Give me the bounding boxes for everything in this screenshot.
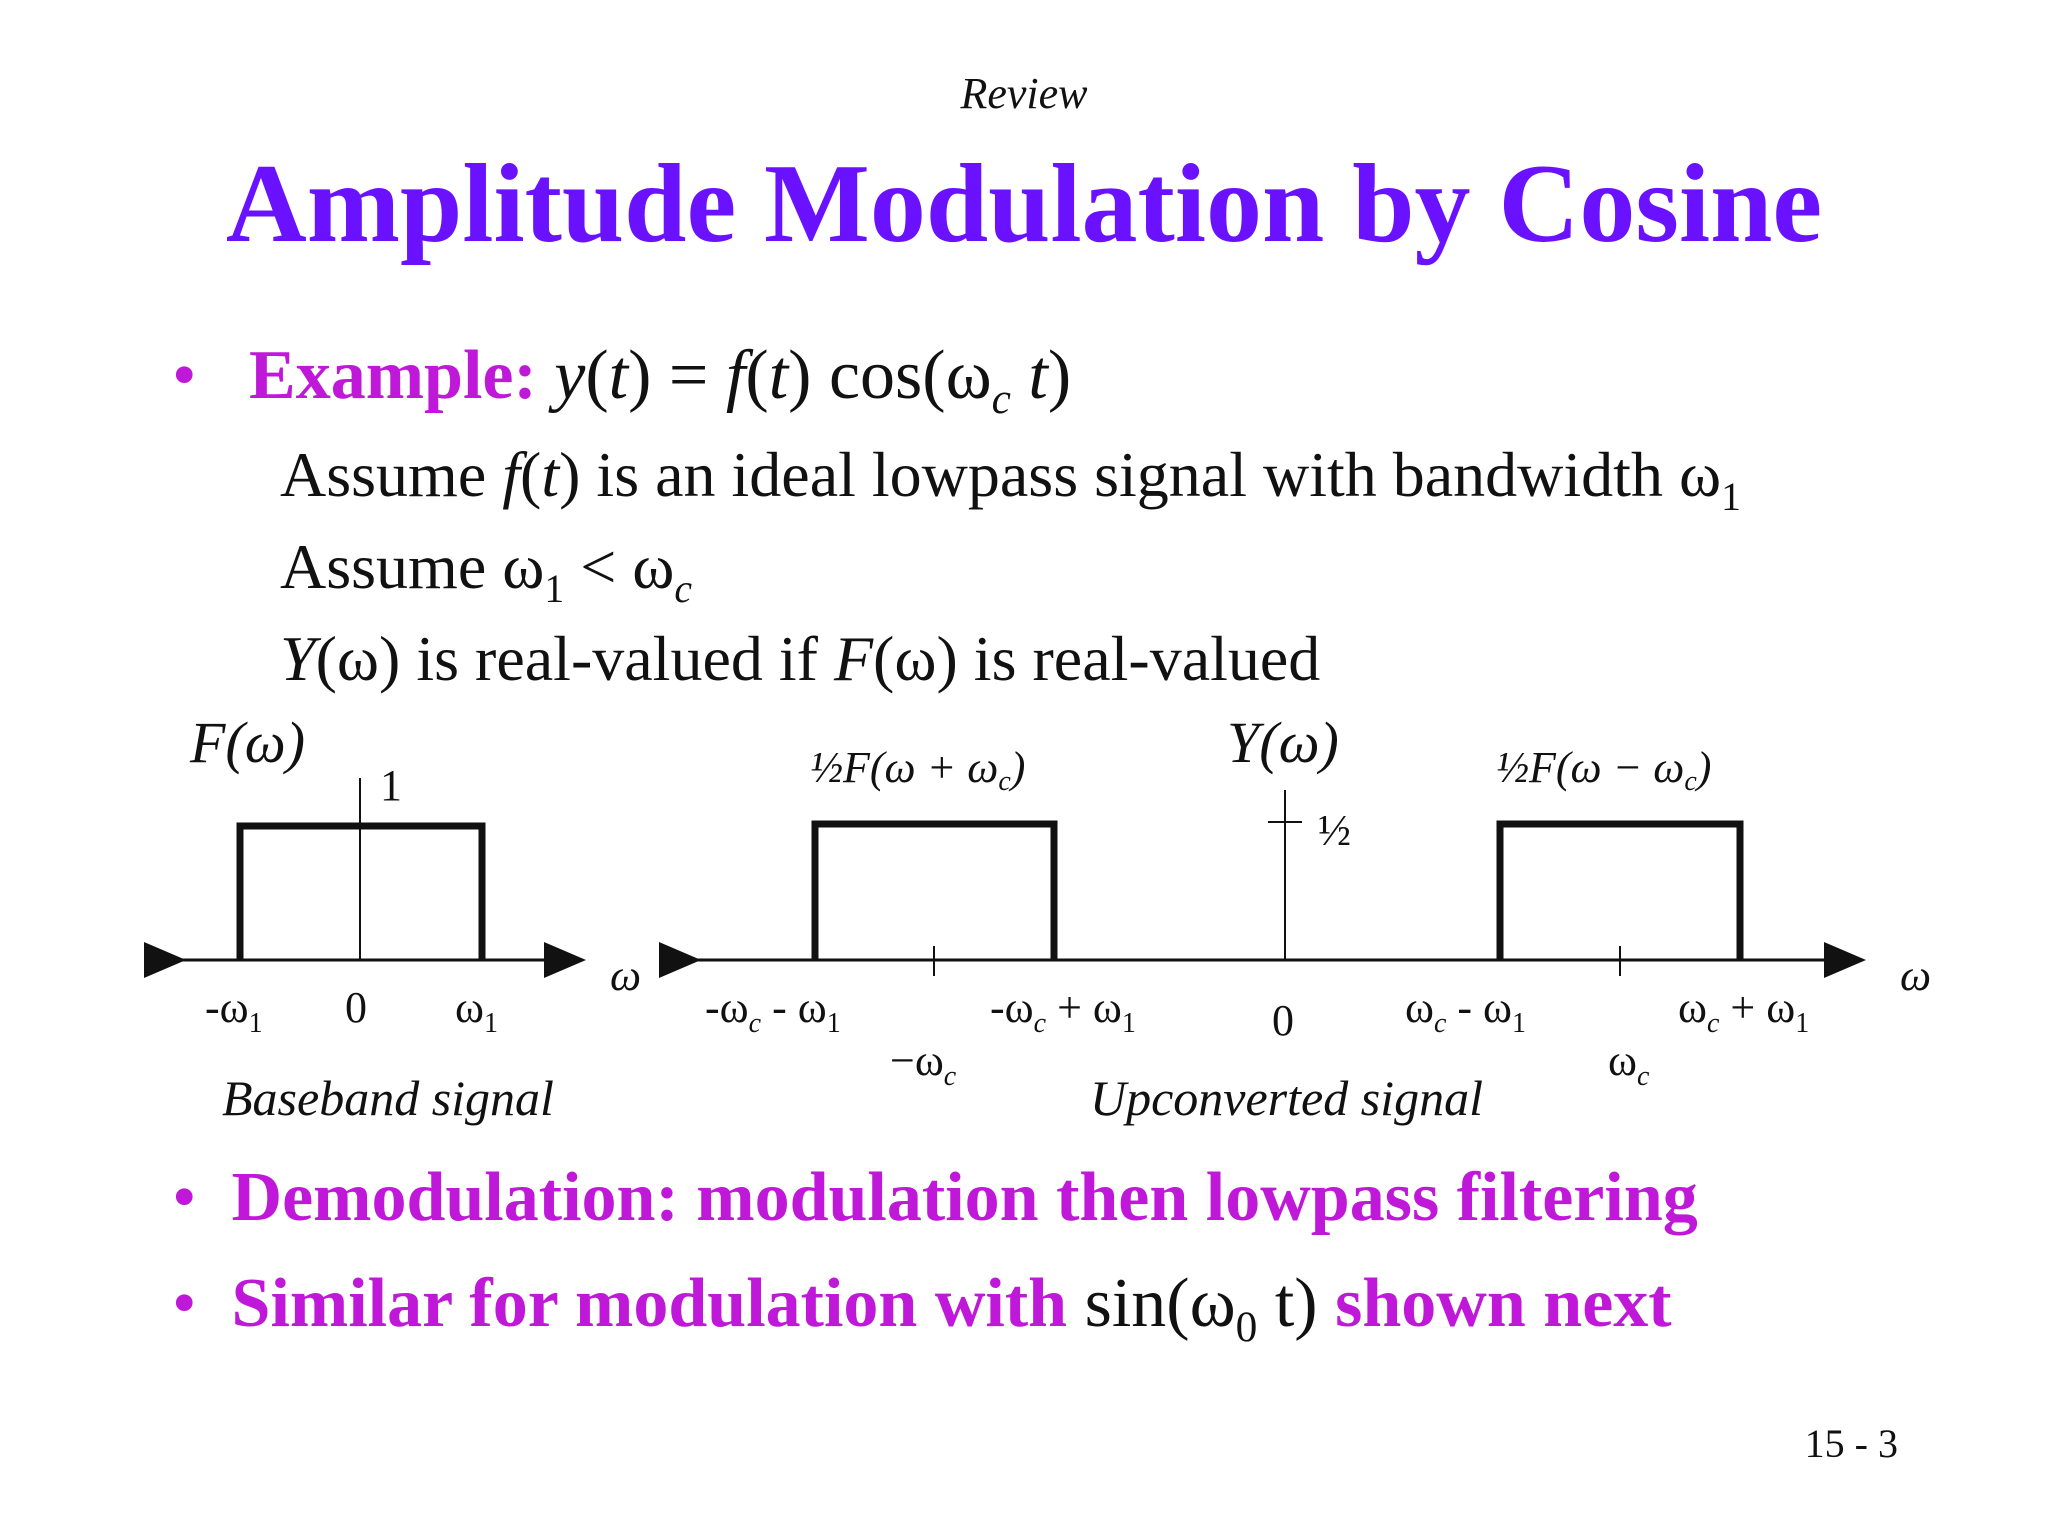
baseband-caption: Baseband signal bbox=[222, 1070, 554, 1126]
similar-text-d: shown next bbox=[1335, 1265, 1672, 1342]
left-pulse-label: ½F(ω + ωc) bbox=[810, 743, 1026, 797]
tick-wc-minus-w1: $\omega_c - \omega_1$ bbox=[1405, 983, 1527, 1039]
left-tick-zero: 0 bbox=[345, 983, 367, 1032]
review-kicker: Review bbox=[960, 69, 1088, 118]
y-omega-label: Y(ω) bbox=[1227, 710, 1339, 775]
tick-pos-wc: $\omega_c$ bbox=[1608, 1036, 1650, 1092]
similar-text-a: Similar for modulation with bbox=[231, 1265, 1068, 1342]
tick-neg-wc: $-\omega_c$ bbox=[890, 1036, 957, 1092]
left-height-label: 1 bbox=[380, 761, 402, 810]
positive-band-pulse bbox=[1500, 824, 1740, 960]
bullet-dot: • bbox=[172, 1265, 197, 1342]
slide-title: Amplitude Modulation by Cosine bbox=[225, 142, 1823, 266]
right-axis-omega: ω bbox=[1900, 951, 1932, 1000]
page-number: 15 - 3 bbox=[1804, 1421, 1898, 1466]
upconverted-caption: Upconverted signal bbox=[1090, 1070, 1483, 1126]
example-equation: y(t) = f(t) $\cos(\omega_c$ t) bbox=[554, 337, 1072, 424]
demodulation-text: Demodulation: modulation then lowpass filtering bbox=[231, 1159, 1698, 1236]
bullet-dot: • bbox=[172, 337, 197, 414]
right-tick-zero: 0 bbox=[1272, 996, 1294, 1045]
example-label: Example: bbox=[249, 337, 537, 414]
negative-band-pulse bbox=[815, 824, 1054, 960]
right-pulse-label: ½F(ω − ωc) bbox=[1496, 743, 1712, 797]
sin-expression: $\sin(\omega_0$ t) bbox=[1067, 1265, 1336, 1352]
tick-neg-omega1: $-\omega_1$ bbox=[205, 983, 263, 1039]
tick-wc-plus-w1: $\omega_c + \omega_1$ bbox=[1678, 983, 1810, 1039]
tick-neg-wc-minus-w1: $-\omega_c - \omega_1$ bbox=[705, 983, 841, 1039]
left-axis-omega: ω bbox=[610, 951, 642, 1000]
assume-inequality-line: Assume $\omega_1 < \omega_c$ bbox=[280, 531, 693, 611]
half-height-label: ½ bbox=[1318, 806, 1351, 855]
bullet-dot: • bbox=[172, 1159, 197, 1236]
demodulation-bullet bbox=[172, 1158, 1698, 1238]
f-omega-label: F(ω) bbox=[190, 710, 306, 775]
tick-pos-omega1: $\omega_1$ bbox=[455, 983, 498, 1039]
tick-neg-wc-plus-w1: $-\omega_c + \omega_1$ bbox=[990, 983, 1136, 1039]
similar-bullet bbox=[172, 1264, 1672, 1352]
assume-bandwidth-line: Assume f(t) is an ideal lowpass signal with bandwidth $\omega_1$ bbox=[280, 439, 1741, 519]
real-valued-line: Y(ω) is real-valued if F(ω) is real-valued bbox=[280, 623, 1321, 694]
